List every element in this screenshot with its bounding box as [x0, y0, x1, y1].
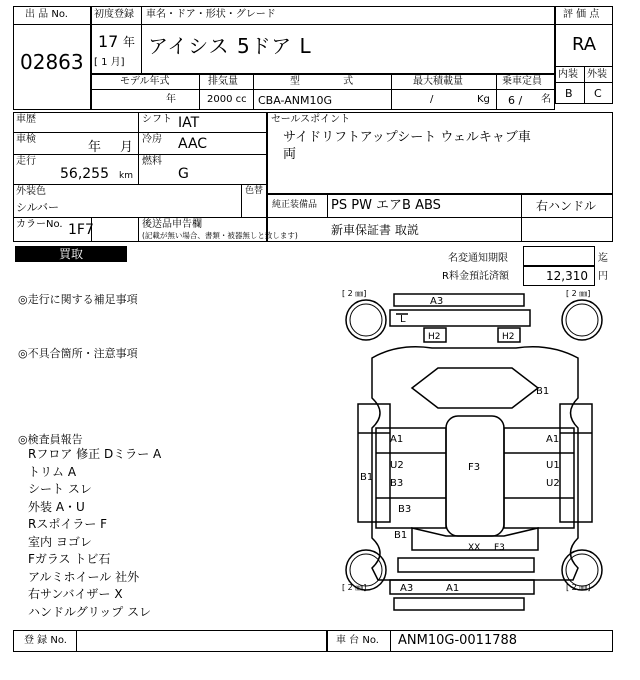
mark-u2-right: U2 — [546, 478, 560, 489]
mark-h2-left: H2 — [428, 332, 441, 342]
inspector-line: 室内 ヨゴレ — [28, 534, 92, 549]
tire-depth-rear-right: [ 2 ㎜] — [566, 583, 591, 592]
reg-no-label: 登 録 No. — [24, 635, 67, 646]
shift-value: IAT — [178, 115, 200, 131]
name-change-unit: 迄 — [598, 253, 608, 264]
inspector-line: アルミホイール 社外 — [28, 569, 140, 584]
mark-b1-right: B1 — [536, 386, 550, 397]
sales-point-text-1: サイドリフトアップシート ウェルキャブ車 — [283, 130, 531, 145]
model-year-label: モデル年式 — [120, 76, 170, 87]
inspector-line: 外装 A・U — [28, 499, 85, 514]
mark-u1-right: U1 — [546, 460, 560, 471]
steering-value: 右ハンドル — [536, 199, 597, 213]
model-year-unit: 年 — [166, 94, 176, 105]
tire-depth-front-left: [ 2 ㎜] — [342, 289, 367, 298]
mark-f3-bottom: F3 — [494, 543, 505, 553]
inspector-list — [28, 448, 161, 623]
color-no-value: 1F7 — [68, 222, 94, 238]
defects-label: ◎不具合箇所・注意事項 — [18, 347, 138, 360]
capacity-value: 6 / — [508, 94, 523, 107]
max-load-unit: Kg — [477, 94, 490, 105]
inspection-year: 年 — [88, 140, 102, 155]
mark-l-top: L — [400, 314, 406, 325]
displacement-value: 2000 cc — [207, 94, 247, 105]
inspector-line: ハンドルグリップ スレ — [28, 604, 152, 619]
mark-b3-left: B3 — [390, 478, 404, 489]
driving-notes-label: ◎走行に関する補足事項 — [18, 293, 138, 306]
tire-depth-front-right: [ 2 ㎜] — [566, 289, 591, 298]
registration-doc-label: 後送品申告欄 — [142, 219, 202, 230]
mark-a1-right: A1 — [546, 434, 560, 445]
max-load-label: 最大積載量 — [413, 76, 463, 87]
inspector-line: Rスポイラー F — [28, 517, 108, 531]
warranty-value: 新車保証書 取説 — [331, 223, 419, 237]
mark-a1-bottom: A1 — [446, 583, 460, 594]
purchase-badge: 買取 — [15, 246, 127, 262]
displacement-label: 排気量 — [208, 76, 238, 87]
ac-label: 冷房 — [142, 134, 162, 145]
capacity-label: 乗車定員 — [502, 76, 542, 87]
inspector-line: Fガラス トビ石 — [28, 552, 111, 566]
registration-doc-note: (記載が無い場合、書類・被器無しと致します) — [142, 231, 298, 240]
interior-label: 内装 — [558, 69, 578, 80]
exterior-grade: C — [594, 87, 602, 100]
chassis-label: 車 台 No. — [336, 635, 379, 646]
lot-label: 出 品 No. — [25, 9, 68, 20]
tire-front-left — [346, 300, 386, 340]
sales-point-text-2: 両 — [283, 147, 297, 162]
mark-a3-bottom: A3 — [400, 583, 414, 594]
inspector-line: Rフロア 修正 Dミラー A — [28, 447, 162, 461]
max-load-sep: / — [430, 94, 434, 105]
car-damage-diagram — [338, 288, 613, 622]
history-label: 車歴 — [16, 114, 36, 125]
exterior-color-value: シルバー — [16, 201, 59, 214]
mileage-unit: km — [119, 171, 133, 181]
model-label: 車名・ドア・形状・グレード — [146, 9, 276, 20]
inspection-month: 月 — [120, 140, 134, 155]
equipment-value: PS PW エアB ABS — [331, 198, 441, 213]
mark-u2-left: U2 — [390, 460, 404, 471]
mark-b1-left: B1 — [360, 472, 374, 483]
sales-point-label: セールスポイント — [271, 114, 351, 125]
inspection-label: 車検 — [16, 134, 36, 145]
equipment-label: 純正装備品 — [272, 200, 318, 210]
recycle-label: R料金預託済額 — [442, 271, 509, 282]
score-label: 評 価 点 — [563, 9, 600, 20]
exterior-label: 外装 — [587, 69, 607, 80]
fuel-value: G — [178, 166, 189, 182]
name-change-label: 名変通知期限 — [448, 253, 508, 264]
score-value: RA — [572, 34, 597, 55]
type-value: CBA-ANM10G — [258, 94, 333, 107]
month-text: [ 1 月] — [94, 57, 125, 68]
ac-value: AAC — [178, 136, 208, 152]
chassis-value: ANM10G-0011788 — [398, 633, 518, 648]
name-change-box — [523, 246, 595, 266]
inspector-line: シート スレ — [28, 482, 92, 496]
mark-a3-top: A3 — [430, 296, 444, 307]
year-number: 17 — [98, 32, 119, 51]
recycle-unit: 円 — [598, 271, 608, 282]
mark-f3-center: F3 — [468, 462, 481, 473]
inspector-line: 右サンバイザー X — [28, 587, 123, 601]
fuel-label: 燃料 — [142, 156, 162, 167]
mark-b1-lower: B1 — [394, 530, 408, 541]
exterior-color-label: 外装色 — [16, 186, 46, 197]
mileage-label: 走行 — [16, 156, 36, 167]
lot-number: 02863 — [20, 50, 84, 74]
mark-a1-left: A1 — [390, 434, 404, 445]
car-name: アイシス 5ドア L — [148, 34, 312, 58]
tire-depth-rear-left: [ 2 ㎜] — [342, 583, 367, 592]
recycle-value: 12,310 — [546, 269, 588, 283]
inspector-label: ◎検査員報告 — [18, 433, 83, 446]
reg-label: 初度登録 — [94, 9, 134, 20]
color-no-label: カラーNo. — [16, 219, 63, 230]
interior-grade: B — [565, 87, 573, 100]
shift-label: シフト — [142, 114, 172, 125]
mark-b3-lower: B3 — [398, 504, 412, 515]
mark-xx: XX — [468, 543, 481, 553]
tire-front-right — [562, 300, 602, 340]
inspector-line: トリム A — [28, 464, 77, 479]
year-unit: 年 — [123, 35, 136, 49]
mark-h2-right: H2 — [502, 332, 515, 342]
type-label: 型 式 — [290, 76, 354, 87]
color-change-label: 色替 — [245, 186, 264, 196]
mileage-value: 56,255 — [60, 166, 109, 182]
capacity-unit: 名 — [541, 94, 551, 105]
